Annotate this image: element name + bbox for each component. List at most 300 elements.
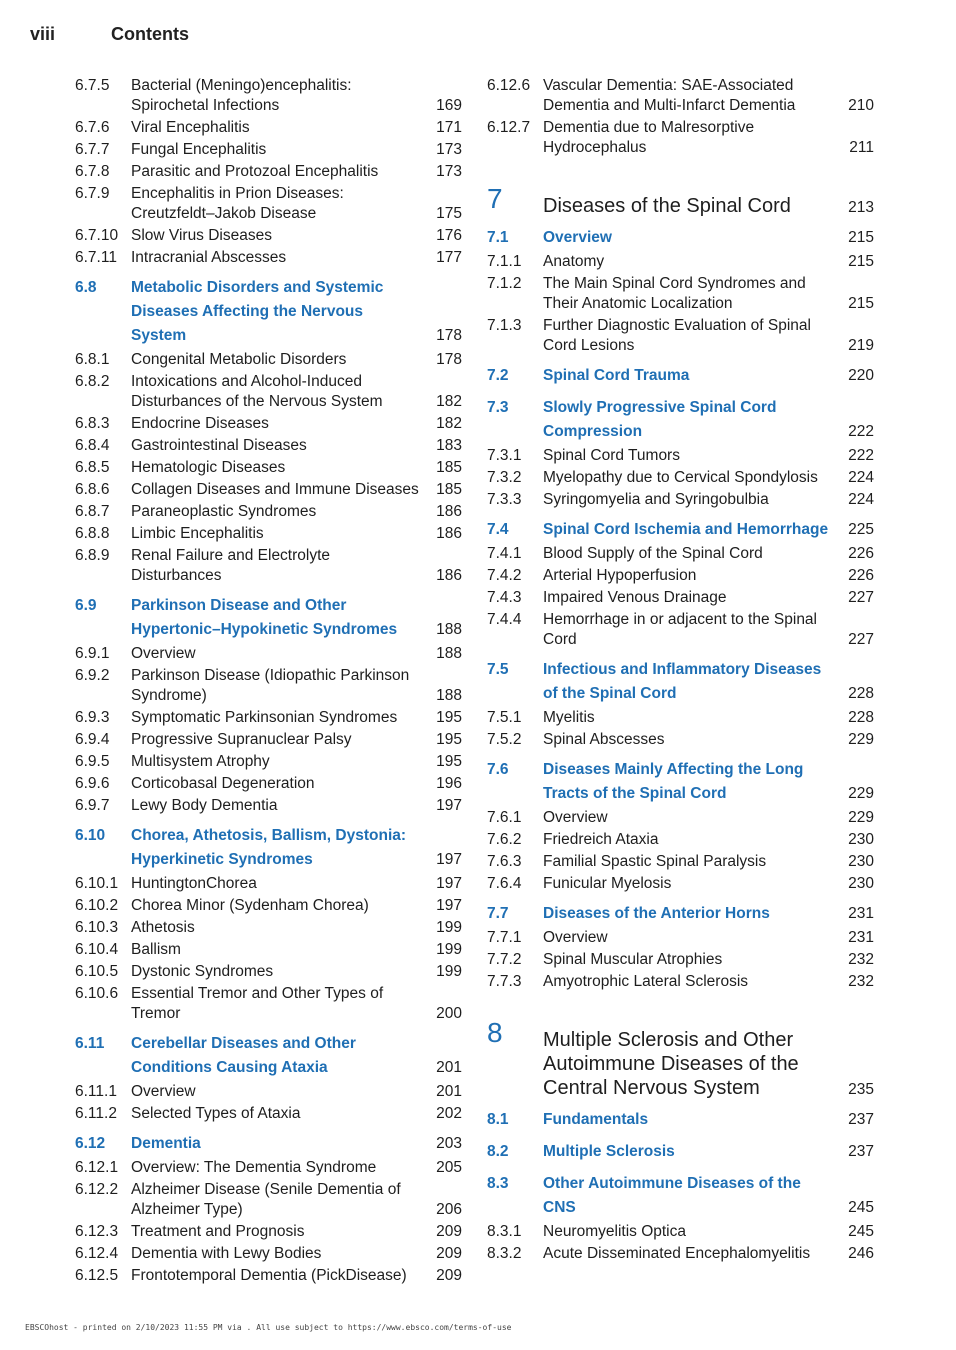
- toc-title: Spinal Cord Ischemia and Hemorrhage: [543, 521, 829, 538]
- toc-section: [487, 518, 874, 542]
- toc-title: Impaired Venous Drainage: [543, 589, 727, 606]
- toc-page: 227: [848, 631, 874, 648]
- toc-page: 173: [436, 163, 462, 180]
- toc-chapter: [487, 1018, 874, 1100]
- toc-entry: [75, 796, 462, 816]
- toc-page: 195: [436, 731, 462, 748]
- toc-title: Overview: [131, 645, 196, 662]
- toc-title: Overview: [543, 809, 608, 826]
- toc-entry: [75, 730, 462, 750]
- toc-page: 232: [848, 973, 874, 990]
- toc-title: Overview: [543, 229, 612, 246]
- toc-entry: [75, 962, 462, 982]
- toc-title: Acute Disseminated Encephalomyelitis: [543, 1245, 811, 1262]
- toc-entry: [75, 162, 462, 182]
- toc-title: Treatment and Prognosis: [131, 1223, 305, 1240]
- toc-number: 7.1.1: [487, 253, 522, 270]
- toc-page: 230: [848, 875, 874, 892]
- toc-entry: [75, 118, 462, 138]
- toc-title: Dystonic Syndromes: [131, 963, 274, 980]
- toc-title: Fungal Encephalitis: [131, 141, 267, 158]
- toc-entry: [75, 226, 462, 246]
- toc-number: 6.7.8: [75, 163, 110, 180]
- toc-number: 7.4.2: [487, 567, 522, 584]
- toc-title: Parkinson Disease and Other Hypertonic–Hypokinetic Syndromes: [131, 597, 398, 638]
- toc-title: Other Autoimmune Diseases of the CNS: [543, 1175, 801, 1216]
- toc-title: Overview: [131, 1083, 196, 1100]
- toc-number: 7.5: [487, 661, 509, 678]
- toc-title: Amyotrophic Lateral Sclerosis: [543, 973, 749, 990]
- toc-title: Metabolic Disorders and Systemic Diseases Affecting the Nervous System: [131, 279, 384, 344]
- toc-title: Dementia with Lewy Bodies: [131, 1245, 322, 1262]
- toc-title: Diseases of the Anterior Horns: [543, 905, 770, 922]
- toc-page: 231: [848, 929, 874, 946]
- toc-title: Multiple Sclerosis: [543, 1143, 675, 1160]
- toc-number: 6.7.7: [75, 141, 110, 158]
- toc-number: 6.7.9: [75, 185, 110, 202]
- toc-title: Congenital Metabolic Disorders: [131, 351, 347, 368]
- toc-number: 6.8.2: [75, 373, 110, 390]
- toc-entry: [75, 666, 462, 706]
- toc-entry: [487, 928, 874, 948]
- toc-number: 6.8.3: [75, 415, 110, 432]
- toc-entry: [75, 184, 462, 224]
- toc-title: Ballism: [131, 941, 181, 958]
- toc-entry: [75, 372, 462, 412]
- toc-title: Syringomyelia and Syringobulbia: [543, 491, 769, 508]
- toc-number: 7: [487, 183, 503, 214]
- toc-title: Limbic Encephalitis: [131, 525, 264, 542]
- toc-page: 225: [848, 521, 874, 538]
- toc-entry: [487, 852, 874, 872]
- toc-page: 215: [848, 295, 874, 312]
- toc-section: [487, 396, 874, 444]
- toc-page: 213: [848, 199, 874, 216]
- toc-number: 6.7.6: [75, 119, 110, 136]
- toc-title: Slow Virus Diseases: [131, 227, 272, 244]
- toc-section: [75, 594, 462, 642]
- toc-number: 7.4.4: [487, 611, 522, 628]
- toc-number: 7.7: [487, 905, 509, 922]
- toc-page: 209: [436, 1245, 462, 1262]
- toc-page: 199: [436, 941, 462, 958]
- toc-page: 232: [848, 951, 874, 968]
- toc-title: Anatomy: [543, 253, 605, 270]
- toc-entry: [75, 414, 462, 434]
- toc-number: 6.10.4: [75, 941, 119, 958]
- toc-page: 196: [436, 775, 462, 792]
- page-title: Contents: [111, 24, 189, 44]
- toc-number: 7.4.3: [487, 589, 522, 606]
- toc-number: 6.9.3: [75, 709, 110, 726]
- toc-page: 226: [848, 545, 874, 562]
- toc-page: 186: [436, 567, 462, 584]
- toc-page: 203: [436, 1135, 462, 1152]
- toc-number: 6.9.4: [75, 731, 110, 748]
- toc-page: 175: [436, 205, 462, 222]
- toc-entry: [487, 468, 874, 488]
- toc-entry: [487, 1222, 874, 1242]
- toc-title: Athetosis: [131, 919, 195, 936]
- toc-section: [75, 276, 462, 348]
- toc-section: [487, 1172, 874, 1220]
- footer-notice: EBSCOhost - printed on 2/10/2023 11:55 PM via . All use subject to https://www.ebsco.com/terms-of-use: [25, 1323, 512, 1332]
- toc-page: 182: [436, 415, 462, 432]
- toc-number: 6.8.1: [75, 351, 110, 368]
- toc-entry: [487, 566, 874, 586]
- toc-page: 222: [848, 447, 874, 464]
- toc-number: 6.12: [75, 1135, 106, 1152]
- toc-page: 237: [848, 1143, 874, 1160]
- toc-number: 8: [487, 1017, 503, 1048]
- toc-entry: [487, 874, 874, 894]
- toc-title: Symptomatic Parkinsonian Syndromes: [131, 709, 398, 726]
- toc-title: Progressive Supranuclear Palsy: [131, 731, 352, 748]
- toc-title: Corticobasal Degeneration: [131, 775, 315, 792]
- toc-title: Funicular Myelosis: [543, 875, 672, 892]
- toc-title: Hematologic Diseases: [131, 459, 286, 476]
- page-number: viii: [30, 24, 56, 44]
- toc-section: [487, 364, 874, 388]
- toc-page: 195: [436, 753, 462, 770]
- toc-number: 6.9.1: [75, 645, 110, 662]
- toc-title: HuntingtonChorea: [131, 875, 257, 892]
- toc-number: 6.8: [75, 279, 97, 296]
- toc-number: 6.9.7: [75, 797, 110, 814]
- toc-title: Spinal Cord Tumors: [543, 447, 680, 464]
- toc-title: Spinal Cord Trauma: [543, 367, 690, 384]
- toc-title: Chorea, Athetosis, Ballism, Dystonia: Hyperkinetic Syndromes: [131, 827, 407, 868]
- toc-entry: [75, 546, 462, 586]
- toc-title: Essential Tremor and Other Types of Tremor: [131, 985, 384, 1022]
- toc-entry: [487, 808, 874, 828]
- toc-number: 6.8.9: [75, 547, 110, 564]
- toc-number: 7.1.2: [487, 275, 522, 292]
- toc-entry: [75, 1222, 462, 1242]
- toc-entry: [75, 1244, 462, 1264]
- toc-number: 6.12.4: [75, 1245, 119, 1262]
- toc-number: 6.11.2: [75, 1105, 117, 1122]
- toc-title: Renal Failure and Electrolyte Disturbances: [131, 547, 331, 584]
- toc-entry: [75, 1158, 462, 1178]
- toc-entry: [487, 830, 874, 850]
- toc-number: 6.9.5: [75, 753, 110, 770]
- toc-number: 7.4.1: [487, 545, 522, 562]
- toc-entry: [487, 490, 874, 510]
- toc-title: Spinal Abscesses: [543, 731, 665, 748]
- toc-entry: [75, 350, 462, 370]
- toc-page: 186: [436, 503, 462, 520]
- toc-page: 210: [848, 97, 874, 114]
- toc-number: 6.12.2: [75, 1181, 119, 1198]
- toc-title: Frontotemporal Dementia (PickDisease): [131, 1267, 407, 1284]
- toc-column-right: [487, 76, 874, 1266]
- toc-page: 173: [436, 141, 462, 158]
- toc-section: [75, 824, 462, 872]
- toc-entry: [487, 252, 874, 272]
- toc-title: Diseases of the Spinal Cord: [543, 195, 791, 217]
- toc-page: 188: [436, 687, 462, 704]
- toc-entry: [75, 1266, 462, 1286]
- toc-title: Hemorrhage in or adjacent to the Spinal Cord: [543, 611, 817, 648]
- toc-title: Dementia due to Malresorptive Hydrocephalus: [543, 119, 755, 156]
- toc-number: 6.10.1: [75, 875, 119, 892]
- toc-entry: [75, 140, 462, 160]
- toc-page: 245: [848, 1223, 874, 1240]
- toc-title: Selected Types of Ataxia: [131, 1105, 301, 1122]
- toc-entry: [75, 940, 462, 960]
- toc-number: 6.11.1: [75, 1083, 117, 1100]
- toc-number: 7.3.1: [487, 447, 522, 464]
- toc-number: 7.6.3: [487, 853, 522, 870]
- toc-title: Myelopathy due to Cervical Spondylosis: [543, 469, 818, 486]
- toc-section: [487, 1140, 874, 1164]
- toc-page: 224: [848, 469, 874, 486]
- toc-title: Gastrointestinal Diseases: [131, 437, 307, 454]
- toc-page: 209: [436, 1267, 462, 1284]
- toc-page: 235: [848, 1081, 874, 1098]
- toc-number: 6.12.7: [487, 119, 531, 136]
- toc-page: 199: [436, 963, 462, 980]
- toc-entry: [487, 118, 874, 158]
- toc-title: Fundamentals: [543, 1111, 649, 1128]
- toc-entry: [487, 544, 874, 564]
- toc-number: 8.2: [487, 1143, 509, 1160]
- toc-title: Viral Encephalitis: [131, 119, 250, 136]
- toc-section: [487, 226, 874, 250]
- toc-page: 226: [848, 567, 874, 584]
- toc-entry: [75, 774, 462, 794]
- toc-title: Overview: [543, 929, 608, 946]
- toc-page: 202: [436, 1105, 462, 1122]
- toc-title: Arterial Hypoperfusion: [543, 567, 697, 584]
- toc-entry: [75, 458, 462, 478]
- toc-entry: [75, 480, 462, 500]
- toc-title: Parasitic and Protozoal Encephalitis: [131, 163, 379, 180]
- toc-page: 220: [848, 367, 874, 384]
- toc-page: 197: [436, 897, 462, 914]
- toc-page: 229: [848, 785, 874, 802]
- toc-number: 7.6.2: [487, 831, 522, 848]
- toc-number: 6.7.10: [75, 227, 119, 244]
- toc-page: 211: [849, 139, 874, 156]
- toc-entry: [487, 588, 874, 608]
- toc-number: 6.10: [75, 827, 106, 844]
- toc-title: Overview: The Dementia Syndrome: [131, 1159, 377, 1176]
- toc-page: 185: [436, 459, 462, 476]
- toc-number: 7.6.1: [487, 809, 522, 826]
- toc-number: 8.1: [487, 1111, 509, 1128]
- toc-page: 201: [436, 1059, 462, 1076]
- toc-section: [487, 902, 874, 926]
- toc-title: Vascular Dementia: SAE-Associated Dementia and Multi-Infarct Dementia: [543, 77, 796, 114]
- toc-section: [75, 1132, 462, 1156]
- toc-page: 199: [436, 919, 462, 936]
- toc-number: 8.3.1: [487, 1223, 522, 1240]
- toc-page: 245: [848, 1199, 874, 1216]
- toc-page: 229: [848, 809, 874, 826]
- toc-number: 7.6.4: [487, 875, 522, 892]
- toc-entry: [75, 896, 462, 916]
- toc-title: Lewy Body Dementia: [131, 797, 278, 814]
- toc-number: 7.2: [487, 367, 509, 384]
- toc-number: 6.12.6: [487, 77, 531, 94]
- toc-title: Multiple Sclerosis and Other Autoimmune Diseases of the Central Nervous System: [543, 1029, 799, 1099]
- toc-page: 188: [436, 621, 462, 638]
- toc-page: 230: [848, 831, 874, 848]
- toc-title: Chorea Minor (Sydenham Chorea): [131, 897, 369, 914]
- toc-page: 222: [848, 423, 874, 440]
- toc-page: 246: [848, 1245, 874, 1262]
- toc-page: 197: [436, 851, 462, 868]
- toc-entry: [75, 708, 462, 728]
- toc-title: Endocrine Diseases: [131, 415, 269, 432]
- toc-number: 7.7.2: [487, 951, 522, 968]
- toc-number: 6.10.5: [75, 963, 119, 980]
- toc-page: 169: [436, 97, 462, 114]
- toc-number: 7.7.1: [487, 929, 522, 946]
- toc-section: [487, 758, 874, 806]
- toc-number: 6.8.4: [75, 437, 110, 454]
- toc-section: [75, 1032, 462, 1080]
- toc-title: Multisystem Atrophy: [131, 753, 270, 770]
- toc-page: 200: [436, 1005, 462, 1022]
- toc-entry: [75, 644, 462, 664]
- toc-number: 6.7.5: [75, 77, 110, 94]
- toc-title: Spinal Muscular Atrophies: [543, 951, 723, 968]
- toc-entry: [75, 1180, 462, 1220]
- toc-page: 209: [436, 1223, 462, 1240]
- toc-page: 206: [436, 1201, 462, 1218]
- toc-entry: [75, 874, 462, 894]
- toc-page: 178: [436, 351, 462, 368]
- toc-page: 230: [848, 853, 874, 870]
- toc-entry: [487, 446, 874, 466]
- toc-number: 6.12.5: [75, 1267, 119, 1284]
- toc-page: 229: [848, 731, 874, 748]
- toc-entry: [75, 524, 462, 544]
- toc-page: 227: [848, 589, 874, 606]
- toc-entry: [487, 1244, 874, 1264]
- toc-page: 205: [436, 1159, 462, 1176]
- toc-number: 6.8.8: [75, 525, 110, 542]
- toc-page: 215: [848, 229, 874, 246]
- toc-page: 228: [848, 709, 874, 726]
- toc-page: 228: [848, 685, 874, 702]
- toc-entry: [75, 76, 462, 116]
- toc-page: 195: [436, 709, 462, 726]
- toc-page: 215: [848, 253, 874, 270]
- toc-number: 6.12.3: [75, 1223, 119, 1240]
- toc-entry: [75, 502, 462, 522]
- toc-title: Alzheimer Disease (Senile Dementia of Alzheimer Type): [131, 1181, 401, 1218]
- toc-title: The Main Spinal Cord Syndromes and Their Anatomic Localization: [543, 275, 806, 312]
- toc-entry: [487, 972, 874, 992]
- toc-page: 219: [848, 337, 874, 354]
- toc-title: Myelitis: [543, 709, 595, 726]
- toc-number: 8.3.2: [487, 1245, 522, 1262]
- toc-number: 7.6: [487, 761, 509, 778]
- toc-number: 8.3: [487, 1175, 509, 1192]
- toc-page: 178: [436, 327, 462, 344]
- toc-number: 7.4: [487, 521, 509, 538]
- toc-entry: [487, 950, 874, 970]
- toc-number: 6.9: [75, 597, 97, 614]
- toc-section: [487, 1108, 874, 1132]
- toc-page: 182: [436, 393, 462, 410]
- toc-page: 231: [848, 905, 874, 922]
- toc-number: 6.10.6: [75, 985, 119, 1002]
- toc-title: Diseases Mainly Affecting the Long Tracts of the Spinal Cord: [543, 761, 804, 802]
- toc-title: Intracranial Abscesses: [131, 249, 287, 266]
- toc-entry: [75, 436, 462, 456]
- toc-title: Dementia: [131, 1135, 201, 1152]
- toc-number: 6.10.2: [75, 897, 119, 914]
- toc-title: Friedreich Ataxia: [543, 831, 659, 848]
- toc-title: Paraneoplastic Syndromes: [131, 503, 317, 520]
- toc-number: 7.5.2: [487, 731, 522, 748]
- toc-entry: [487, 274, 874, 314]
- toc-number: 6.8.5: [75, 459, 110, 476]
- toc-page: 185: [436, 481, 462, 498]
- toc-page: 186: [436, 525, 462, 542]
- toc-entry: [75, 918, 462, 938]
- toc-title: Infectious and Inflammatory Diseases of the Spinal Cord: [543, 661, 822, 702]
- toc-title: Intoxications and Alcohol-Induced Disturbances of the Nervous System: [131, 373, 383, 410]
- toc-number: 7.1.3: [487, 317, 522, 334]
- toc-title: Blood Supply of the Spinal Cord: [543, 545, 763, 562]
- toc-page: 197: [436, 797, 462, 814]
- toc-number: 6.9.2: [75, 667, 110, 684]
- toc-number: 6.10.3: [75, 919, 119, 936]
- toc-entry: [75, 1082, 462, 1102]
- toc-number: 6.8.7: [75, 503, 110, 520]
- toc-entry: [487, 316, 874, 356]
- toc-page: 224: [848, 491, 874, 508]
- toc-title: Collagen Diseases and Immune Diseases: [131, 481, 419, 498]
- toc-number: 7.1: [487, 229, 509, 246]
- toc-entry: [75, 248, 462, 268]
- toc-number: 7.3.2: [487, 469, 522, 486]
- toc-page: 183: [436, 437, 462, 454]
- toc-entry: [487, 730, 874, 750]
- toc-entry: [75, 752, 462, 772]
- toc-page: 201: [436, 1083, 462, 1100]
- toc-page: 176: [436, 227, 462, 244]
- toc-page: 197: [436, 875, 462, 892]
- toc-number: 7.5.1: [487, 709, 522, 726]
- toc-number: 7.3.3: [487, 491, 522, 508]
- toc-title: Encephalitis in Prion Diseases: Creutzfeldt–Jakob Disease: [131, 185, 344, 222]
- toc-title: Familial Spastic Spinal Paralysis: [543, 853, 767, 870]
- toc-number: 6.11: [75, 1035, 105, 1052]
- toc-title: Cerebellar Diseases and Other Conditions Causing Ataxia: [131, 1035, 356, 1076]
- toc-number: 6.7.11: [75, 249, 117, 266]
- toc-page: 177: [436, 249, 462, 266]
- toc-page: 188: [436, 645, 462, 662]
- toc-entry: [75, 984, 462, 1024]
- toc-column-left: [75, 76, 462, 1288]
- toc-page: 171: [436, 119, 462, 136]
- toc-number: 6.9.6: [75, 775, 110, 792]
- toc-entry: [75, 1104, 462, 1124]
- toc-number: 6.12.1: [75, 1159, 119, 1176]
- toc-title: Slowly Progressive Spinal Cord Compression: [543, 399, 777, 440]
- toc-entry: [487, 610, 874, 650]
- toc-page: 237: [848, 1111, 874, 1128]
- toc-number: 7.3: [487, 399, 509, 416]
- toc-number: 6.8.6: [75, 481, 110, 498]
